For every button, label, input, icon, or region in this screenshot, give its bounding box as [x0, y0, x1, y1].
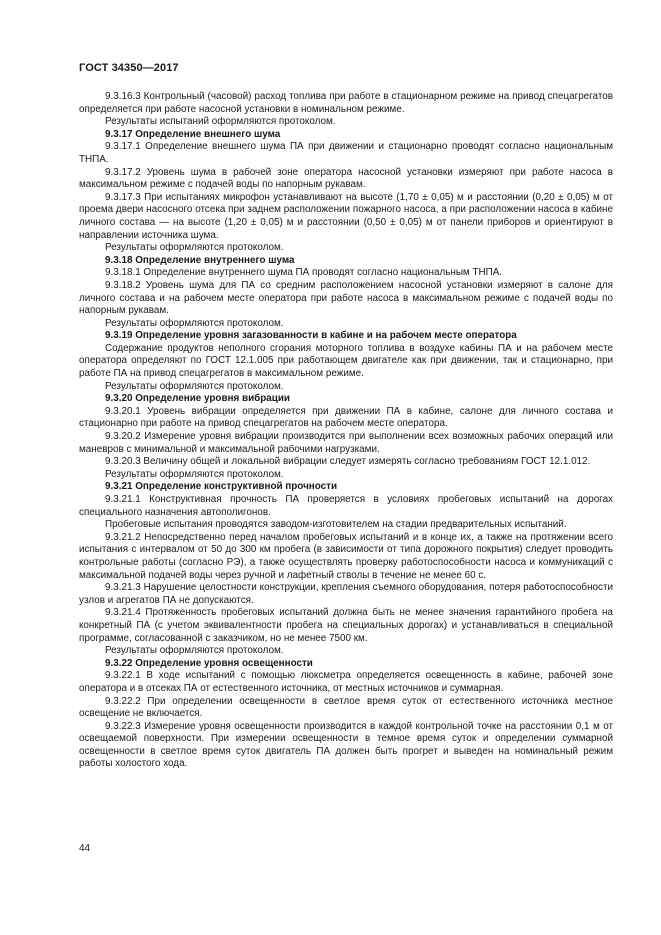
paragraph: Пробеговые испытания проводятся заводом-изготовителем на стадии предварительных испытаний. [105, 519, 567, 531]
paragraph: 9.3.20.3 Величину общей и локальной вибрации следует измерять согласно требованиям ГОСТ 12.1.012. [105, 456, 591, 468]
paragraph: 9.3.20.2 Измерение уровня вибрации производится при выполнении всех возможных рабочих операций или маневров с минимальной и максимальной рабочими нагрузками. [79, 431, 613, 455]
paragraph: 9.3.22.1 В ходе испытаний с помощью люксметра определяется освещенность в кабине, рабочей зоне оператора и в отсеках ПА от естественного источника, от местных источников и суммарная. [79, 670, 613, 694]
document-body [79, 91, 613, 771]
paragraph: 9.3.22.3 Измерение уровня освещенности производится в каждой контрольной точке на расстоянии 0,1 м от освещаемой поверхности. При измерении освещенности в темное время суток и определении суммарной освещенности в светлое время суток двигатель ПА должен быть прогрет и выведен на номинальный режим работы холостого хода. [79, 720, 613, 770]
paragraph: Результаты оформляются протоколом. [105, 645, 284, 657]
paragraph: 9.3.17.2 Уровень шума в рабочей зоне оператора насосной установки измеряют при работе насоса в максимальном режиме с подачей воды по напорным рукавам. [79, 166, 613, 191]
paragraph: Результаты оформляются протоколом. [105, 242, 284, 254]
section-heading: 9.3.21 Определение конструктивной прочности [105, 481, 338, 493]
paragraph: 9.3.18.2 Уровень шума для ПА со средним расположением насосной установки измеряют в салоне для личного состава и на рабочем месте оператора при работе насоса в максимальном режиме с подачей воды по напорным рукавам. [79, 279, 613, 317]
section-heading: 9.3.19 Определение уровня загазованности в кабине и на рабочем месте оператора [105, 330, 517, 342]
paragraph: 9.3.17.1 Определение внешнего шума ПА при движении и стационарно проводят согласно национальным ТНПА. [79, 141, 613, 165]
section-heading: 9.3.17 Определение внешнего шума [105, 128, 281, 140]
paragraph: Результаты испытаний оформляются протоколом. [105, 116, 336, 128]
paragraph: 9.3.20.1 Уровень вибрации определяется при движении ПА в кабине, салоне для личного состава и стационарно при работе на привод спецагрегатов на рабочем месте оператора. [79, 405, 613, 430]
paragraph: 9.3.17.3 При испытаниях микрофон устанавливают на высоте (1,70 ± 0,05) м и расстоянии (0,20 ± 0,05) м от проема двери насосного отсека при заднем расположении пожарного насоса, а при расположении насоса в кабине личного состава — на высоте (1,20 ± 0,05) м и расстоянии (0,50 ± 0,05) м от панели приборов и ориентируют в направлении источника шума. [79, 191, 613, 241]
section-heading: 9.3.18 Определение внутреннего шума [105, 254, 295, 266]
paragraph: 9.3.21.2 Непосредственно перед началом пробеговых испытаний и в конце их, а также на протяжении всего испытания с интервалом от 50 до 300 км пробега (в зависимости от типа дорожного покрытия) следует проводить контрольные работы (согласно РЭ), а также осуществлять проверку работоспособности насоса и коммуникаций с максимальной подачей воды через ручной и лафетный стволы в течение не менее 60 с. [79, 531, 613, 581]
paragraph: 9.3.21.3 Нарушение целостности конструкции, крепления съемного оборудования, потеря работоспособности узлов и агрегатов ПА не допускаются. [79, 582, 613, 606]
paragraph: Результаты оформляются протоколом. [105, 468, 284, 480]
paragraph: 9.3.21.1 Конструктивная прочность ПА проверяется в условиях пробеговых испытаний на дорогах специального назначения автополигонов. [79, 494, 613, 518]
page-number: 44 [79, 843, 91, 854]
paragraph: Результаты оформляются протоколом. [105, 317, 284, 329]
section-heading: 9.3.20 Определение уровня вибрации [105, 393, 290, 405]
paragraph: 9.3.16.3 Контрольный (часовой) расход топлива при работе в стационарном режиме на привод спецагрегатов определяется при работе насосной установки в номинальном режиме. [79, 91, 613, 115]
document-header: ГОСТ 34350—2017 [79, 62, 179, 74]
section-heading: 9.3.22 Определение уровня освещенности [105, 657, 313, 669]
paragraph: 9.3.18.1 Определение внутреннего шума ПА проводят согласно национальным ТНПА. [105, 267, 503, 279]
paragraph: Результаты оформляются протоколом. [105, 380, 284, 392]
paragraph: Содержание продуктов неполного сгорания моторного топлива в воздухе кабины ПА и на рабочем месте оператора определяют по ГОСТ 12.1.005 при работающем двигателе как при движении, так и стационарно, при работе ПА на привод спецагрегатов в максимальном режиме. [79, 342, 613, 380]
paragraph: 9.3.22.2 При определении освещенности в светлое время суток от естественного источника местное освещение не включается. [79, 695, 613, 720]
paragraph: 9.3.21.4 Протяженность пробеговых испытаний должна быть не менее значения гарантийного пробега на конкретный ПА (с учетом эквивалентности пробега на специальных дорогах) и устанавливаться в специальной программе, согласованной с заказчиком, но не менее 7500 км. [79, 607, 613, 644]
